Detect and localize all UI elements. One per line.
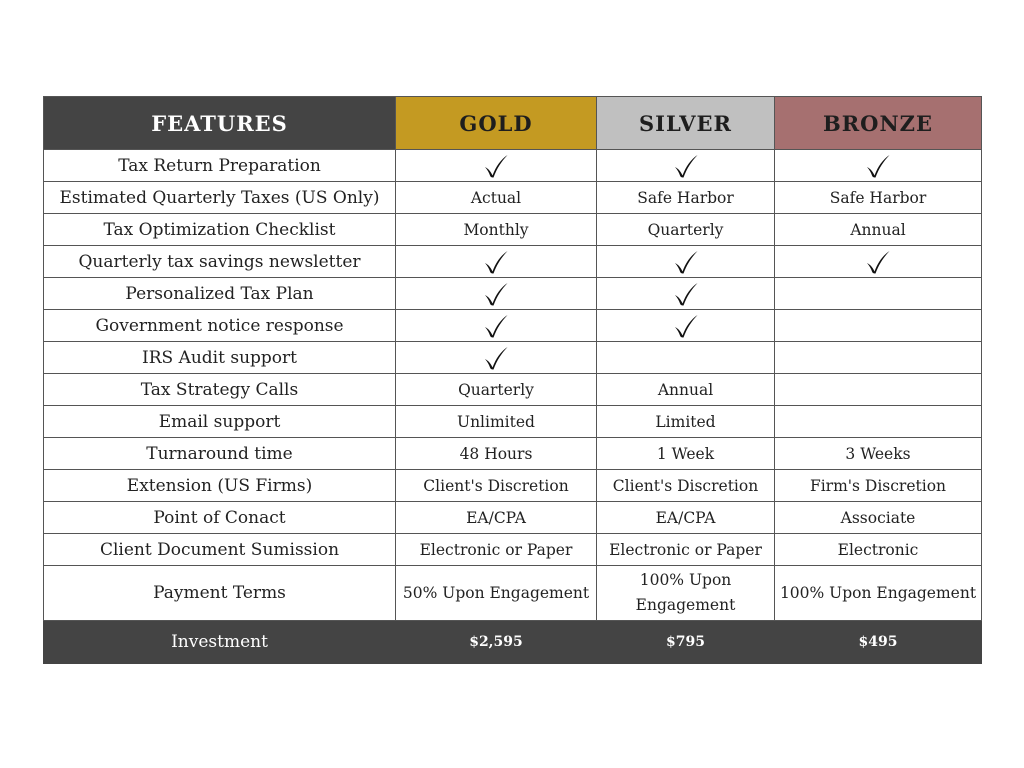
gold-cell: Client's Discretion: [396, 470, 597, 502]
feature-name: Quarterly tax savings newsletter: [44, 246, 396, 278]
gold-cell: [396, 278, 597, 310]
feature-name: Turnaround time: [44, 438, 396, 470]
investment-gold: $2,595: [396, 621, 597, 664]
bronze-cell: Associate: [775, 502, 982, 534]
bronze-cell: [775, 246, 982, 278]
investment-bronze: $495: [775, 621, 982, 664]
feature-name: IRS Audit support: [44, 342, 396, 374]
silver-cell: Quarterly: [597, 214, 775, 246]
check-icon: [672, 281, 700, 307]
feature-name: Tax Optimization Checklist: [44, 214, 396, 246]
feature-name: Email support: [44, 406, 396, 438]
feature-name: Estimated Quarterly Taxes (US Only): [44, 182, 396, 214]
gold-cell: [396, 150, 597, 182]
header-silver: SILVER: [597, 97, 775, 150]
bronze-cell: [775, 374, 982, 406]
table-row: [44, 182, 982, 214]
bronze-cell: Electronic: [775, 534, 982, 566]
silver-cell: [597, 278, 775, 310]
gold-cell: 50% Upon Engagement: [396, 566, 597, 621]
gold-cell: EA/CPA: [396, 502, 597, 534]
bronze-cell: 3 Weeks: [775, 438, 982, 470]
gold-cell: 48 Hours: [396, 438, 597, 470]
bronze-cell: [775, 310, 982, 342]
table-body: [44, 150, 982, 621]
silver-cell: Electronic or Paper: [597, 534, 775, 566]
silver-cell: Annual: [597, 374, 775, 406]
silver-cell: Safe Harbor: [597, 182, 775, 214]
table-row: [44, 534, 982, 566]
silver-cell: [597, 150, 775, 182]
bronze-cell: Safe Harbor: [775, 182, 982, 214]
bronze-cell: [775, 406, 982, 438]
bronze-cell: Annual: [775, 214, 982, 246]
bronze-cell: [775, 278, 982, 310]
gold-cell: Electronic or Paper: [396, 534, 597, 566]
silver-cell: 100% Upon Engagement: [597, 566, 775, 621]
gold-cell: [396, 310, 597, 342]
check-icon: [864, 249, 892, 275]
table-header: [44, 97, 982, 150]
table-row: [44, 374, 982, 406]
feature-name: Extension (US Firms): [44, 470, 396, 502]
investment-row: [44, 621, 982, 664]
check-icon: [672, 249, 700, 275]
feature-name: Government notice response: [44, 310, 396, 342]
check-icon: [672, 153, 700, 179]
bronze-cell: Firm's Discretion: [775, 470, 982, 502]
feature-name: Tax Return Preparation: [44, 150, 396, 182]
table-row: [44, 406, 982, 438]
table-row: [44, 246, 982, 278]
check-icon: [482, 313, 510, 339]
table-footer: [44, 621, 982, 664]
feature-name: Personalized Tax Plan: [44, 278, 396, 310]
silver-cell: 1 Week: [597, 438, 775, 470]
investment-silver: $795: [597, 621, 775, 664]
gold-cell: Quarterly: [396, 374, 597, 406]
check-icon: [482, 153, 510, 179]
silver-cell: [597, 246, 775, 278]
investment-label: Investment: [44, 621, 396, 664]
check-icon: [482, 281, 510, 307]
table-row: [44, 278, 982, 310]
table-row: [44, 566, 982, 621]
feature-name: Payment Terms: [44, 566, 396, 621]
feature-name: Tax Strategy Calls: [44, 374, 396, 406]
gold-cell: [396, 342, 597, 374]
bronze-cell: 100% Upon Engagement: [775, 566, 982, 621]
feature-name: Client Document Sumission: [44, 534, 396, 566]
table-row: [44, 438, 982, 470]
table-row: [44, 470, 982, 502]
pricing-table: [43, 96, 982, 664]
gold-cell: Monthly: [396, 214, 597, 246]
pricing-comparison: [43, 96, 981, 664]
gold-cell: Unlimited: [396, 406, 597, 438]
silver-cell: EA/CPA: [597, 502, 775, 534]
check-icon: [482, 345, 510, 371]
feature-name: Point of Conact: [44, 502, 396, 534]
table-row: [44, 150, 982, 182]
header-bronze: BRONZE: [775, 97, 982, 150]
check-icon: [864, 153, 892, 179]
silver-cell: [597, 310, 775, 342]
bronze-cell: [775, 150, 982, 182]
gold-cell: Actual: [396, 182, 597, 214]
table-row: [44, 310, 982, 342]
table-row: [44, 342, 982, 374]
gold-cell: [396, 246, 597, 278]
header-gold: GOLD: [396, 97, 597, 150]
check-icon: [672, 313, 700, 339]
bronze-cell: [775, 342, 982, 374]
silver-cell: Limited: [597, 406, 775, 438]
table-row: [44, 502, 982, 534]
silver-cell: Client's Discretion: [597, 470, 775, 502]
table-row: [44, 214, 982, 246]
silver-cell: [597, 342, 775, 374]
check-icon: [482, 249, 510, 275]
header-row: [44, 97, 982, 150]
header-features: FEATURES: [44, 97, 396, 150]
